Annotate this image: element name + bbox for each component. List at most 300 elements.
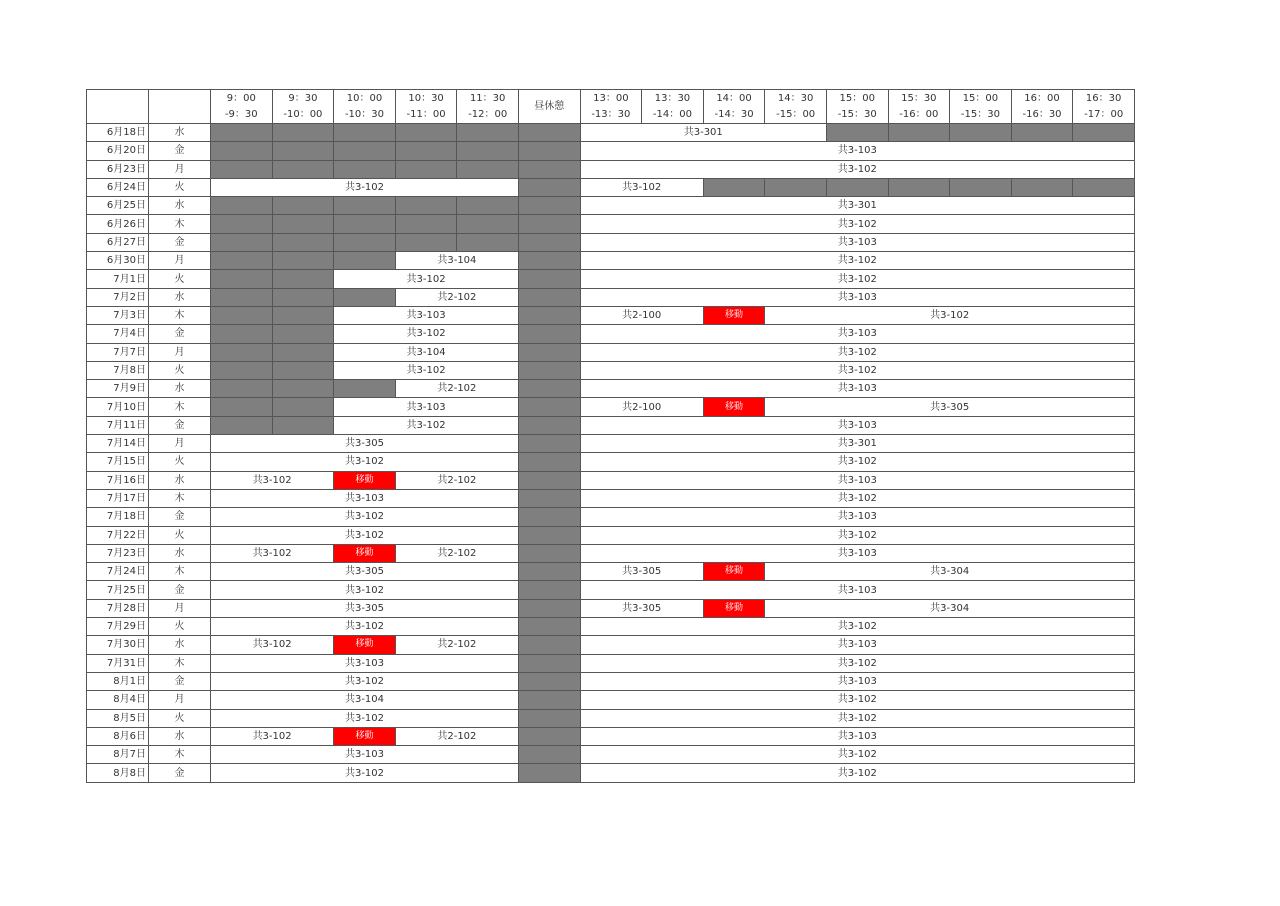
schedule-row [87, 599, 1135, 617]
schedule-row [87, 764, 1135, 782]
slot-start: 15：00 [962, 92, 999, 104]
room-slot: 共3-103 [580, 325, 1134, 343]
room-slot: 共3-304 [765, 563, 1135, 581]
blocked-slot [211, 233, 273, 251]
row-date: 8月5日 [87, 709, 149, 727]
row-date: 7月9日 [87, 380, 149, 398]
room-slot: 共3-305 [765, 398, 1135, 416]
blocked-slot [334, 380, 396, 398]
header-slot [395, 90, 457, 124]
row-date: 7月25日 [87, 581, 149, 599]
room-slot: 共3-102 [211, 526, 519, 544]
blocked-slot [211, 197, 273, 215]
room-slot: 共3-102 [211, 178, 519, 196]
blocked-slot [211, 380, 273, 398]
lunch-break-slot [518, 508, 580, 526]
schedule-row [87, 380, 1135, 398]
row-weekday: 水 [149, 380, 211, 398]
row-weekday: 金 [149, 764, 211, 782]
header-weekday-column [149, 90, 211, 124]
schedule-row [87, 672, 1135, 690]
room-slot: 共3-301 [580, 435, 1134, 453]
row-weekday: 火 [149, 526, 211, 544]
schedule-row [87, 544, 1135, 562]
room-slot: 共2-102 [395, 727, 518, 745]
blocked-slot [211, 142, 273, 160]
blocked-slot [826, 178, 888, 196]
header-slot [1011, 90, 1073, 124]
blocked-slot [765, 178, 827, 196]
room-slot: 共2-102 [395, 380, 518, 398]
slot-start: 10：30 [408, 92, 444, 104]
header-row [87, 90, 1135, 124]
move-slot: 移動 [703, 306, 765, 324]
slot-end: -11：00 [406, 108, 446, 120]
schedule-row [87, 508, 1135, 526]
row-date: 7月7日 [87, 343, 149, 361]
lunch-break-slot [518, 599, 580, 617]
blocked-slot [272, 343, 334, 361]
row-weekday: 月 [149, 435, 211, 453]
room-slot: 共3-301 [580, 197, 1134, 215]
lunch-break-slot [518, 435, 580, 453]
room-slot: 共3-301 [580, 124, 826, 142]
slot-end: -9：30 [224, 108, 258, 120]
room-slot: 共3-102 [580, 160, 1134, 178]
row-weekday: 水 [149, 636, 211, 654]
room-slot: 共3-102 [334, 416, 519, 434]
move-slot: 移動 [334, 544, 396, 562]
room-slot: 共3-103 [580, 508, 1134, 526]
lunch-break-slot [518, 160, 580, 178]
slot-end: -16：00 [899, 108, 939, 120]
row-date: 7月2日 [87, 288, 149, 306]
room-slot: 共2-100 [580, 306, 703, 324]
slot-start: 16：30 [1085, 92, 1122, 104]
slot-start: 14：30 [777, 92, 814, 104]
schedule-row [87, 563, 1135, 581]
blocked-slot [395, 233, 457, 251]
slot-end: -15：00 [776, 108, 816, 120]
lunch-break-slot [518, 197, 580, 215]
lunch-break-slot [518, 124, 580, 142]
slot-start: 9：30 [288, 92, 318, 104]
blocked-slot [334, 124, 396, 142]
slot-start: 13：30 [654, 92, 691, 104]
blocked-slot [211, 361, 273, 379]
lunch-break-slot [518, 398, 580, 416]
blocked-slot [334, 215, 396, 233]
row-date: 7月22日 [87, 526, 149, 544]
row-date: 8月1日 [87, 672, 149, 690]
blocked-slot [1011, 178, 1073, 196]
row-weekday: 火 [149, 270, 211, 288]
blocked-slot [457, 215, 519, 233]
blocked-slot [395, 215, 457, 233]
schedule-header [87, 90, 1135, 124]
room-slot: 共3-102 [211, 471, 334, 489]
blocked-slot [457, 160, 519, 178]
room-slot: 共3-103 [580, 380, 1134, 398]
blocked-slot [826, 124, 888, 142]
slot-end: -15：30 [960, 108, 1000, 120]
blocked-slot [272, 398, 334, 416]
lunch-break-slot [518, 471, 580, 489]
slot-end: -10：00 [283, 108, 323, 120]
row-weekday: 月 [149, 252, 211, 270]
row-date: 7月17日 [87, 489, 149, 507]
blocked-slot [272, 160, 334, 178]
row-date: 7月15日 [87, 453, 149, 471]
row-date: 7月28日 [87, 599, 149, 617]
blocked-slot [457, 142, 519, 160]
row-weekday: 火 [149, 453, 211, 471]
blocked-slot [272, 233, 334, 251]
header-slot [765, 90, 827, 124]
schedule-row [87, 197, 1135, 215]
blocked-slot [211, 343, 273, 361]
lunch-break-slot [518, 306, 580, 324]
room-slot: 共3-102 [211, 581, 519, 599]
room-slot: 共3-103 [580, 416, 1134, 434]
room-slot: 共3-103 [334, 306, 519, 324]
schedule-row [87, 306, 1135, 324]
row-date: 6月26日 [87, 215, 149, 233]
blocked-slot [395, 142, 457, 160]
header-slot [334, 90, 396, 124]
slot-end: -13：30 [591, 108, 631, 120]
row-weekday: 木 [149, 746, 211, 764]
room-slot: 共3-102 [211, 508, 519, 526]
schedule-row [87, 270, 1135, 288]
room-slot: 共3-305 [580, 599, 703, 617]
room-slot: 共3-102 [211, 709, 519, 727]
row-date: 7月8日 [87, 361, 149, 379]
room-slot: 共3-102 [580, 654, 1134, 672]
row-date: 7月18日 [87, 508, 149, 526]
room-slot: 共3-102 [580, 691, 1134, 709]
move-slot: 移動 [703, 599, 765, 617]
move-slot: 移動 [334, 636, 396, 654]
schedule-row [87, 416, 1135, 434]
row-date: 6月30日 [87, 252, 149, 270]
schedule-row [87, 709, 1135, 727]
blocked-slot [272, 252, 334, 270]
room-slot: 共3-102 [580, 343, 1134, 361]
room-slot: 共3-102 [211, 764, 519, 782]
lunch-break-slot [518, 215, 580, 233]
schedule-row [87, 581, 1135, 599]
room-slot: 共3-102 [580, 709, 1134, 727]
schedule-row [87, 233, 1135, 251]
slot-end: -14：30 [714, 108, 754, 120]
move-slot: 移動 [334, 727, 396, 745]
row-weekday: 金 [149, 672, 211, 690]
row-weekday: 金 [149, 581, 211, 599]
room-slot: 共3-103 [211, 746, 519, 764]
row-date: 8月4日 [87, 691, 149, 709]
blocked-slot [1073, 124, 1135, 142]
blocked-slot [395, 124, 457, 142]
room-slot: 共3-104 [334, 343, 519, 361]
row-date: 6月18日 [87, 124, 149, 142]
row-weekday: 金 [149, 233, 211, 251]
blocked-slot [334, 197, 396, 215]
lunch-break-slot [518, 325, 580, 343]
move-slot: 移動 [334, 471, 396, 489]
room-slot: 共3-102 [580, 252, 1134, 270]
room-slot: 共2-102 [395, 544, 518, 562]
room-slot: 共3-102 [211, 544, 334, 562]
header-slot [457, 90, 519, 124]
room-slot: 共3-305 [211, 563, 519, 581]
row-weekday: 木 [149, 654, 211, 672]
lunch-break-slot [518, 453, 580, 471]
room-slot: 共3-104 [395, 252, 518, 270]
room-slot: 共3-102 [580, 764, 1134, 782]
row-weekday: 月 [149, 599, 211, 617]
row-weekday: 木 [149, 306, 211, 324]
row-date: 7月24日 [87, 563, 149, 581]
schedule-table [86, 89, 1135, 783]
slot-end: -16：30 [1022, 108, 1062, 120]
blocked-slot [272, 288, 334, 306]
lunch-break-slot [518, 691, 580, 709]
row-date: 7月16日 [87, 471, 149, 489]
slot-start: 14：00 [716, 92, 752, 104]
room-slot: 共3-103 [580, 581, 1134, 599]
room-slot: 共3-102 [580, 489, 1134, 507]
row-date: 6月20日 [87, 142, 149, 160]
row-date: 7月1日 [87, 270, 149, 288]
room-slot: 共3-103 [580, 672, 1134, 690]
room-slot: 共3-102 [211, 618, 519, 636]
row-date: 7月11日 [87, 416, 149, 434]
slot-start: 11：30 [469, 92, 506, 104]
lunch-break-slot [518, 270, 580, 288]
blocked-slot [334, 252, 396, 270]
row-weekday: 火 [149, 178, 211, 196]
room-slot: 共3-102 [580, 270, 1134, 288]
header-lunch-break: 昼休憩 [518, 90, 580, 124]
lunch-break-slot [518, 727, 580, 745]
lunch-break-slot [518, 142, 580, 160]
blocked-slot [272, 380, 334, 398]
blocked-slot [457, 197, 519, 215]
header-slot [272, 90, 334, 124]
blocked-slot [888, 178, 950, 196]
blocked-slot [334, 288, 396, 306]
row-weekday: 水 [149, 471, 211, 489]
row-weekday: 月 [149, 691, 211, 709]
lunch-break-slot [518, 654, 580, 672]
row-date: 7月30日 [87, 636, 149, 654]
schedule-body [87, 124, 1135, 783]
slot-end: -15：30 [837, 108, 877, 120]
blocked-slot [211, 270, 273, 288]
room-slot: 共3-102 [211, 727, 334, 745]
blocked-slot [272, 124, 334, 142]
room-slot: 共3-102 [334, 325, 519, 343]
row-weekday: 木 [149, 489, 211, 507]
blocked-slot [395, 197, 457, 215]
blocked-slot [334, 233, 396, 251]
row-weekday: 月 [149, 343, 211, 361]
schedule-row [87, 160, 1135, 178]
room-slot: 共3-102 [211, 636, 334, 654]
room-slot: 共3-102 [580, 453, 1134, 471]
row-weekday: 月 [149, 160, 211, 178]
blocked-slot [272, 142, 334, 160]
header-slot [826, 90, 888, 124]
blocked-slot [211, 252, 273, 270]
room-slot: 共3-102 [211, 453, 519, 471]
lunch-break-slot [518, 764, 580, 782]
row-weekday: 金 [149, 508, 211, 526]
lunch-break-slot [518, 380, 580, 398]
room-slot: 共3-304 [765, 599, 1135, 617]
lunch-break-slot [518, 288, 580, 306]
header-slot [211, 90, 273, 124]
lunch-break-slot [518, 489, 580, 507]
blocked-slot [457, 233, 519, 251]
lunch-break-slot [518, 709, 580, 727]
lunch-break-slot [518, 252, 580, 270]
room-slot: 共3-103 [580, 727, 1134, 745]
slot-start: 13：00 [593, 92, 629, 104]
lunch-break-slot [518, 361, 580, 379]
schedule-row [87, 325, 1135, 343]
row-weekday: 火 [149, 618, 211, 636]
blocked-slot [334, 142, 396, 160]
row-date: 6月23日 [87, 160, 149, 178]
schedule-row [87, 746, 1135, 764]
schedule-row [87, 691, 1135, 709]
row-weekday: 金 [149, 142, 211, 160]
blocked-slot [272, 416, 334, 434]
blocked-slot [211, 325, 273, 343]
blocked-slot [950, 178, 1012, 196]
room-slot: 共3-102 [580, 215, 1134, 233]
lunch-break-slot [518, 563, 580, 581]
row-weekday: 水 [149, 727, 211, 745]
room-slot: 共3-102 [211, 672, 519, 690]
blocked-slot [272, 270, 334, 288]
schedule-row [87, 618, 1135, 636]
slot-end: -12：00 [468, 108, 508, 120]
blocked-slot [1073, 178, 1135, 196]
blocked-slot [272, 197, 334, 215]
lunch-break-slot [518, 416, 580, 434]
lunch-break-slot [518, 672, 580, 690]
room-slot: 共3-305 [211, 599, 519, 617]
room-slot: 共3-103 [211, 489, 519, 507]
row-weekday: 水 [149, 288, 211, 306]
room-slot: 共3-102 [580, 361, 1134, 379]
row-date: 8月8日 [87, 764, 149, 782]
header-slot [580, 90, 642, 124]
row-date: 6月24日 [87, 178, 149, 196]
blocked-slot [211, 288, 273, 306]
row-date: 8月7日 [87, 746, 149, 764]
lunch-break-slot [518, 618, 580, 636]
room-slot: 共3-102 [334, 361, 519, 379]
row-date: 7月14日 [87, 435, 149, 453]
room-slot: 共3-102 [580, 178, 703, 196]
header-slot [1073, 90, 1135, 124]
row-date: 7月4日 [87, 325, 149, 343]
blocked-slot [211, 160, 273, 178]
row-weekday: 水 [149, 124, 211, 142]
lunch-break-slot [518, 233, 580, 251]
row-date: 6月25日 [87, 197, 149, 215]
schedule-row [87, 288, 1135, 306]
lunch-break-slot [518, 343, 580, 361]
schedule-row [87, 489, 1135, 507]
schedule-row [87, 471, 1135, 489]
blocked-slot [1011, 124, 1073, 142]
move-slot: 移動 [703, 398, 765, 416]
schedule-row [87, 526, 1135, 544]
room-slot: 共3-103 [580, 544, 1134, 562]
blocked-slot [888, 124, 950, 142]
blocked-slot [950, 124, 1012, 142]
row-weekday: 水 [149, 544, 211, 562]
schedule-row [87, 142, 1135, 160]
room-slot: 共3-102 [765, 306, 1135, 324]
room-slot: 共3-103 [580, 233, 1134, 251]
blocked-slot [272, 215, 334, 233]
room-slot: 共2-102 [395, 288, 518, 306]
row-weekday: 火 [149, 361, 211, 379]
room-slot: 共3-104 [211, 691, 519, 709]
row-weekday: 水 [149, 197, 211, 215]
schedule-row [87, 124, 1135, 142]
row-weekday: 金 [149, 325, 211, 343]
blocked-slot [272, 306, 334, 324]
row-date: 6月27日 [87, 233, 149, 251]
slot-end: -17：00 [1084, 108, 1124, 120]
row-date: 7月31日 [87, 654, 149, 672]
schedule-row [87, 435, 1135, 453]
lunch-break-slot [518, 178, 580, 196]
header-date-column [87, 90, 149, 124]
header-slot [888, 90, 950, 124]
move-slot: 移動 [703, 563, 765, 581]
schedule-row [87, 343, 1135, 361]
slot-end: -10：30 [344, 108, 385, 120]
room-slot: 共3-305 [580, 563, 703, 581]
room-slot: 共2-100 [580, 398, 703, 416]
blocked-slot [272, 325, 334, 343]
blocked-slot [334, 160, 396, 178]
blocked-slot [211, 215, 273, 233]
blocked-slot [211, 416, 273, 434]
schedule-row [87, 654, 1135, 672]
row-weekday: 木 [149, 563, 211, 581]
row-weekday: 火 [149, 709, 211, 727]
schedule-row [87, 727, 1135, 745]
slot-end: -14：00 [652, 108, 692, 120]
row-date: 7月29日 [87, 618, 149, 636]
schedule-row [87, 636, 1135, 654]
header-slot [703, 90, 765, 124]
schedule-row [87, 252, 1135, 270]
row-date: 7月10日 [87, 398, 149, 416]
row-weekday: 木 [149, 398, 211, 416]
row-date: 8月6日 [87, 727, 149, 745]
blocked-slot [395, 160, 457, 178]
